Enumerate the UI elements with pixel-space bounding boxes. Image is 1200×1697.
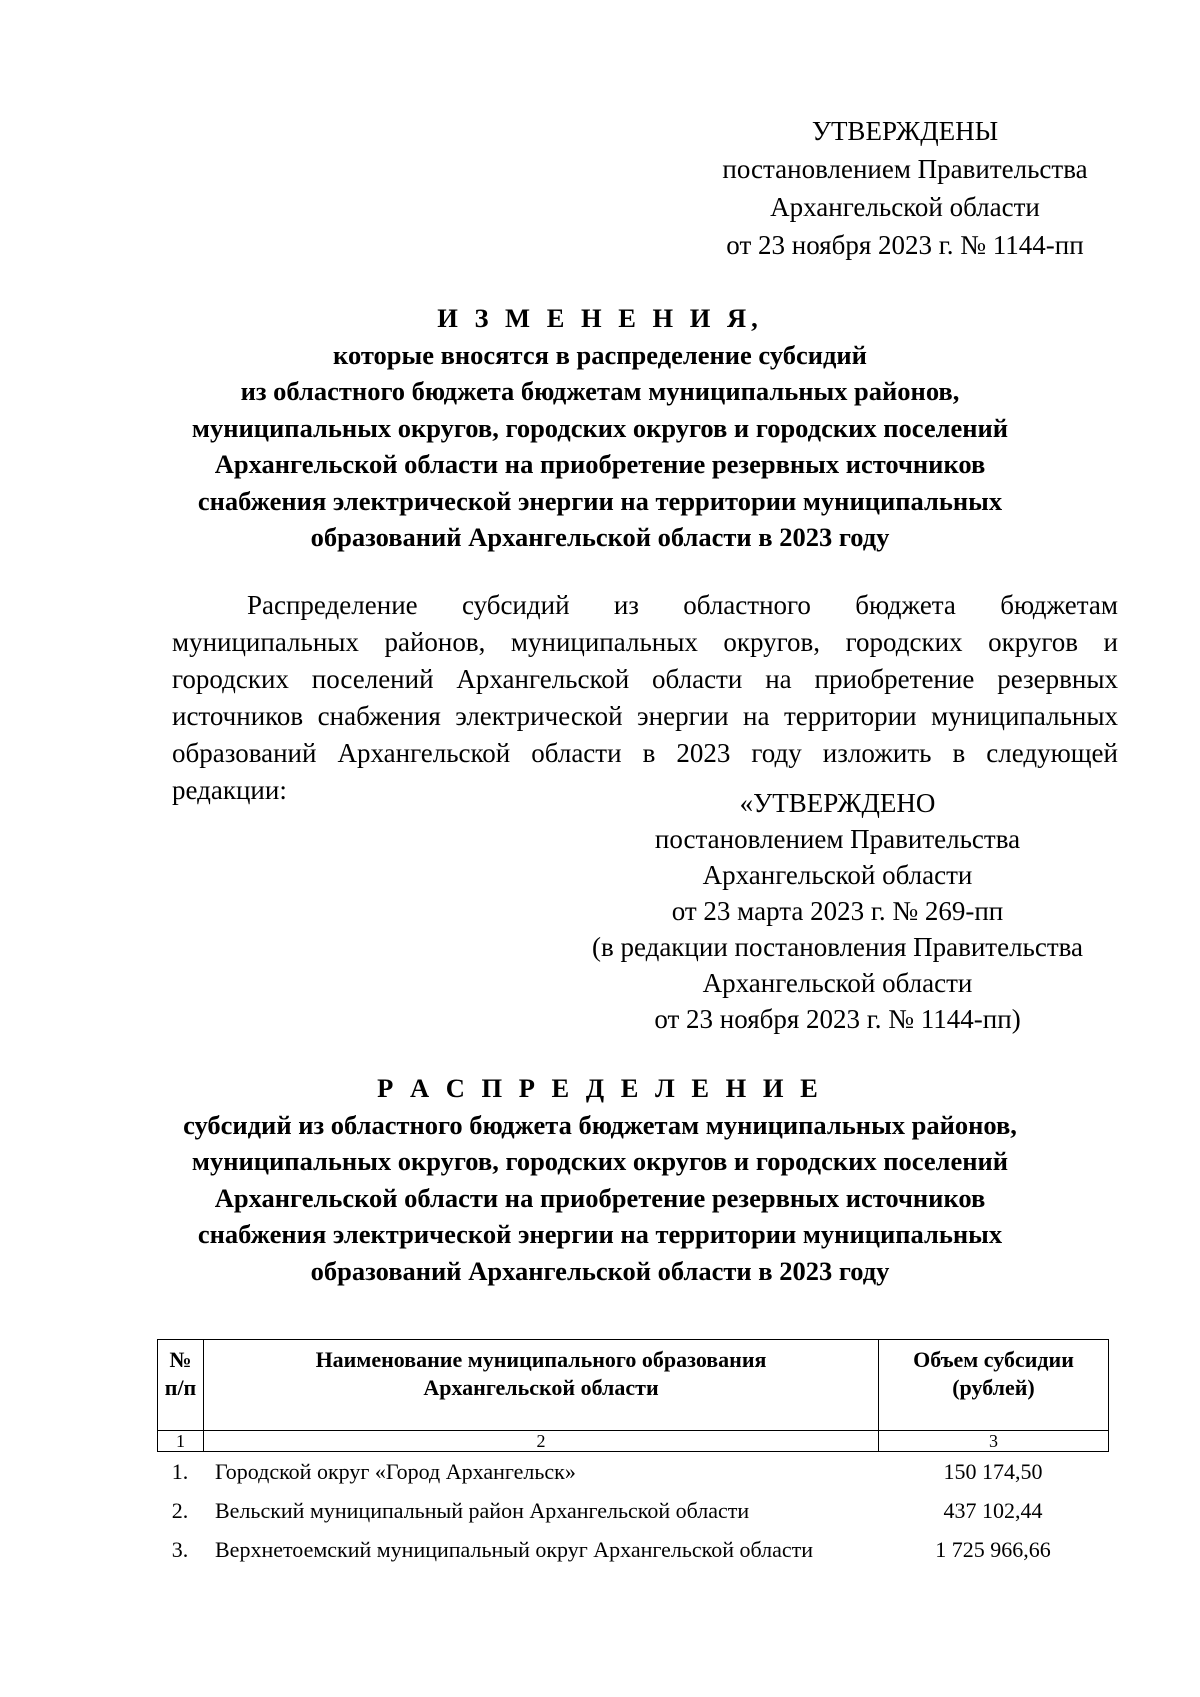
- approval-line-4: от 23 ноября 2023 г. № 1144-пп: [726, 230, 1084, 260]
- distribution-heading: Р А С П Р Е Д Е Л Е Н И Е: [377, 1073, 823, 1103]
- header-name-line-1: Наименование муниципального образования: [315, 1347, 767, 1372]
- table-header: [157, 1339, 1109, 1452]
- body-paragraph: Распределение субсидий из областного бюджета бюджетам муниципальных районов, муниципальных округов, городских округов и городских поселений Архангельской области на приобретение резервных источников снабжения электрической энергии на территории муниципальных образований Архангельской области в 2023 году изложить в следующей редакции:: [172, 590, 1118, 805]
- approval2-line-1: «УТВЕРЖДЕНО: [739, 788, 936, 818]
- header-name: [204, 1340, 879, 1431]
- approval2-line-3: Архангельской области: [702, 860, 973, 890]
- column-number-3: 3: [879, 1431, 1109, 1452]
- header-number-line-1: №: [169, 1347, 192, 1372]
- changes-title-line-6: образований Архангельской области в 2023 году: [310, 522, 890, 552]
- approval2-line-4: от 23 марта 2023 г. № 269-пп: [671, 896, 1004, 926]
- approval2-line-7: от 23 ноября 2023 г. № 1144-пп): [654, 1004, 1021, 1034]
- header-number-line-2: п/п: [164, 1375, 197, 1400]
- header-number: [158, 1340, 204, 1431]
- row-amount: 437 102,44: [943, 1498, 1043, 1523]
- approval2-line-2: постановлением Правительства: [654, 824, 1021, 854]
- table-row: [157, 1532, 1108, 1571]
- approval-stamp: [705, 112, 1105, 264]
- row-name: Вельский муниципальный район Архангельской области: [215, 1498, 750, 1523]
- distribution-title: [150, 1070, 1050, 1289]
- header-amount: [879, 1340, 1109, 1431]
- approval-stamp-2: [540, 785, 1135, 1037]
- distribution-title-line-1: субсидий из областного бюджета бюджетам муниципальных районов,: [183, 1109, 1017, 1140]
- distribution-title-line-4: снабжения электрической энергии на территории муниципальных: [197, 1219, 1003, 1249]
- row-name: Городской округ «Город Архангельск»: [215, 1459, 576, 1484]
- approval-line-3: Архангельской области: [770, 192, 1040, 222]
- header-name-line-2: Архангельской области: [423, 1375, 659, 1400]
- header-amount-line-1: Объем субсидии: [913, 1347, 1074, 1372]
- column-number-row: [158, 1431, 1109, 1452]
- changes-title-line-5: снабжения электрической энергии на территории муниципальных: [197, 485, 1003, 516]
- changes-title-line-4: Архангельской области на приобретение резервных источников: [214, 449, 986, 479]
- approval-line-2: постановлением Правительства: [722, 154, 1088, 184]
- table-row: [157, 1493, 1108, 1532]
- header-row: [158, 1340, 1109, 1431]
- row-amount: 1 725 966,66: [935, 1537, 1051, 1562]
- approval2-line-5: (в редакции постановления Правительства: [591, 932, 1084, 962]
- changes-title-line-3: муниципальных округов, городских округов и городских поселений: [191, 412, 1009, 443]
- distribution-title-line-2: муниципальных округов, городских округов и городских поселений: [191, 1146, 1009, 1176]
- row-number: 3.: [171, 1537, 189, 1562]
- changes-title-line-1: которые вносятся в распределение субсидий: [333, 339, 867, 370]
- changes-title-line-2: из областного бюджета бюджетам муниципальных районов,: [240, 376, 960, 406]
- distribution-title-line-3: Архангельской области на приобретение резервных источников: [214, 1182, 986, 1213]
- column-number-2: 2: [204, 1431, 879, 1452]
- column-number-1: 1: [158, 1431, 204, 1452]
- table-body: [157, 1454, 1108, 1571]
- changes-heading: И З М Е Н Е Н И Я,: [437, 303, 763, 333]
- row-number: 1.: [171, 1459, 189, 1484]
- distribution-title-line-5: образований Архангельской области в 2023 году: [310, 1255, 890, 1286]
- subsidy-table: [157, 1339, 1108, 1571]
- changes-title: [150, 300, 1050, 556]
- header-amount-line-2: (рублей): [952, 1375, 1035, 1400]
- row-number: 2.: [171, 1498, 189, 1523]
- row-amount: 150 174,50: [943, 1459, 1043, 1484]
- table-row: [157, 1454, 1108, 1493]
- approval2-line-6: Архангельской области: [702, 968, 973, 998]
- approval-line-1: УТВЕРЖДЕНЫ: [811, 116, 999, 146]
- row-name: Верхнетоемский муниципальный округ Архангельской области: [215, 1537, 814, 1562]
